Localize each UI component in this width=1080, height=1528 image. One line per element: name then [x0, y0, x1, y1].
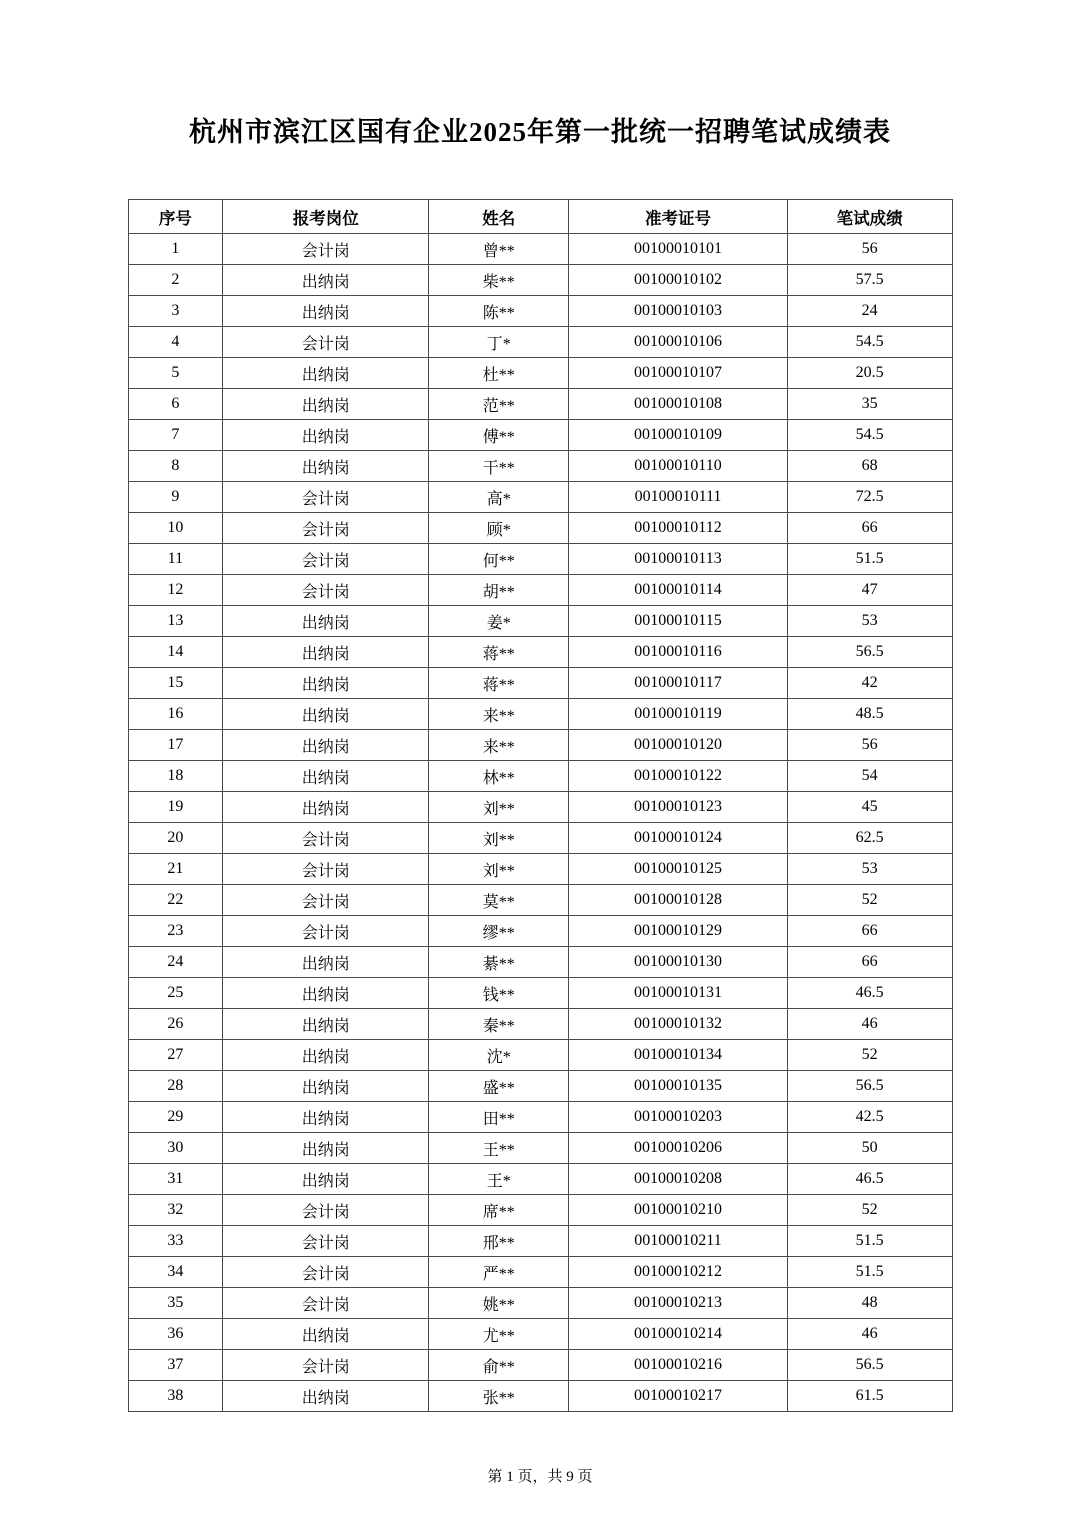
cell-score: 51.5	[787, 544, 952, 575]
cell-score: 51.5	[787, 1257, 952, 1288]
cell-name: 林**	[429, 761, 569, 792]
cell-score: 46.5	[787, 1164, 952, 1195]
cell-position: 出纳岗	[223, 296, 429, 327]
cell-index: 4	[128, 327, 223, 358]
cell-exam-id: 00100010212	[569, 1257, 787, 1288]
cell-score: 42	[787, 668, 952, 699]
cell-exam-id: 00100010134	[569, 1040, 787, 1071]
score-table-body	[128, 234, 952, 1412]
cell-position: 出纳岗	[223, 1071, 429, 1102]
cell-index: 12	[128, 575, 223, 606]
cell-name: 柴**	[429, 265, 569, 296]
cell-exam-id: 00100010208	[569, 1164, 787, 1195]
cell-name: 何**	[429, 544, 569, 575]
table-row	[128, 792, 952, 823]
cell-position: 出纳岗	[223, 358, 429, 389]
cell-position: 会计岗	[223, 482, 429, 513]
cell-score: 51.5	[787, 1226, 952, 1257]
cell-index: 14	[128, 637, 223, 668]
cell-exam-id: 00100010108	[569, 389, 787, 420]
cell-position: 会计岗	[223, 575, 429, 606]
table-row	[128, 916, 952, 947]
cell-position: 出纳岗	[223, 792, 429, 823]
table-row	[128, 420, 952, 451]
cell-score: 54.5	[787, 420, 952, 451]
table-row	[128, 1040, 952, 1071]
cell-name: 刘**	[429, 823, 569, 854]
cell-name: 邢**	[429, 1226, 569, 1257]
cell-position: 会计岗	[223, 1257, 429, 1288]
cell-position: 出纳岗	[223, 1133, 429, 1164]
cell-score: 46	[787, 1009, 952, 1040]
cell-exam-id: 00100010132	[569, 1009, 787, 1040]
cell-position: 出纳岗	[223, 420, 429, 451]
cell-name: 缪**	[429, 916, 569, 947]
cell-name: 沈*	[429, 1040, 569, 1071]
cell-exam-id: 00100010203	[569, 1102, 787, 1133]
cell-name: 姚**	[429, 1288, 569, 1319]
cell-exam-id: 00100010107	[569, 358, 787, 389]
cell-score: 62.5	[787, 823, 952, 854]
cell-name: 蒋**	[429, 668, 569, 699]
cell-index: 24	[128, 947, 223, 978]
table-row	[128, 761, 952, 792]
cell-position: 会计岗	[223, 327, 429, 358]
cell-position: 出纳岗	[223, 265, 429, 296]
table-row	[128, 296, 952, 327]
cell-exam-id: 00100010119	[569, 699, 787, 730]
cell-exam-id: 00100010211	[569, 1226, 787, 1257]
table-row	[128, 885, 952, 916]
cell-index: 36	[128, 1319, 223, 1350]
cell-name: 傅**	[429, 420, 569, 451]
cell-index: 25	[128, 978, 223, 1009]
cell-score: 48	[787, 1288, 952, 1319]
cell-position: 出纳岗	[223, 389, 429, 420]
cell-name: 范**	[429, 389, 569, 420]
cell-exam-id: 00100010124	[569, 823, 787, 854]
cell-position: 会计岗	[223, 234, 429, 265]
table-row	[128, 482, 952, 513]
cell-name: 俞**	[429, 1350, 569, 1381]
cell-index: 26	[128, 1009, 223, 1040]
cell-index: 19	[128, 792, 223, 823]
cell-name: 蒋**	[429, 637, 569, 668]
header-score: 笔试成绩	[787, 200, 952, 234]
page-footer: 第 1 页，共 9 页	[487, 1469, 593, 1485]
table-row	[128, 513, 952, 544]
cell-index: 2	[128, 265, 223, 296]
cell-name: 杜**	[429, 358, 569, 389]
cell-score: 50	[787, 1133, 952, 1164]
cell-name: 盛**	[429, 1071, 569, 1102]
cell-exam-id: 00100010102	[569, 265, 787, 296]
cell-score: 52	[787, 1040, 952, 1071]
cell-name: 綦**	[429, 947, 569, 978]
cell-name: 严**	[429, 1257, 569, 1288]
cell-exam-id: 00100010128	[569, 885, 787, 916]
cell-index: 5	[128, 358, 223, 389]
cell-index: 11	[128, 544, 223, 575]
cell-index: 10	[128, 513, 223, 544]
table-row	[128, 978, 952, 1009]
cell-index: 34	[128, 1257, 223, 1288]
cell-score: 46	[787, 1319, 952, 1350]
table-row	[128, 1102, 952, 1133]
header-exam-id: 准考证号	[569, 200, 787, 234]
table-row	[128, 947, 952, 978]
table-row	[128, 451, 952, 482]
cell-score: 42.5	[787, 1102, 952, 1133]
cell-index: 7	[128, 420, 223, 451]
cell-position: 出纳岗	[223, 451, 429, 482]
table-row	[128, 1133, 952, 1164]
cell-exam-id: 00100010125	[569, 854, 787, 885]
cell-score: 45	[787, 792, 952, 823]
cell-exam-id: 00100010116	[569, 637, 787, 668]
cell-exam-id: 00100010101	[569, 234, 787, 265]
cell-exam-id: 00100010120	[569, 730, 787, 761]
cell-position: 出纳岗	[223, 1319, 429, 1350]
cell-name: 刘**	[429, 792, 569, 823]
cell-score: 57.5	[787, 265, 952, 296]
cell-score: 66	[787, 916, 952, 947]
cell-index: 37	[128, 1350, 223, 1381]
cell-name: 丁*	[429, 327, 569, 358]
cell-score: 72.5	[787, 482, 952, 513]
cell-score: 54.5	[787, 327, 952, 358]
cell-position: 会计岗	[223, 544, 429, 575]
cell-exam-id: 00100010109	[569, 420, 787, 451]
cell-score: 53	[787, 854, 952, 885]
cell-exam-id: 00100010216	[569, 1350, 787, 1381]
cell-name: 曾**	[429, 234, 569, 265]
cell-index: 38	[128, 1381, 223, 1412]
table-row	[128, 1164, 952, 1195]
cell-index: 28	[128, 1071, 223, 1102]
cell-index: 35	[128, 1288, 223, 1319]
cell-position: 出纳岗	[223, 1102, 429, 1133]
header-index: 序号	[128, 200, 223, 234]
cell-index: 18	[128, 761, 223, 792]
cell-score: 54	[787, 761, 952, 792]
cell-position: 出纳岗	[223, 637, 429, 668]
cell-name: 干**	[429, 451, 569, 482]
table-row	[128, 1288, 952, 1319]
cell-index: 9	[128, 482, 223, 513]
cell-position: 出纳岗	[223, 1381, 429, 1412]
cell-exam-id: 00100010213	[569, 1288, 787, 1319]
header-position: 报考岗位	[223, 200, 429, 234]
cell-name: 高*	[429, 482, 569, 513]
cell-exam-id: 00100010123	[569, 792, 787, 823]
cell-name: 席**	[429, 1195, 569, 1226]
page-title: 杭州市滨江区国有企业2025年第一批统一招聘笔试成绩表	[189, 117, 891, 147]
table-row	[128, 1226, 952, 1257]
cell-score: 56.5	[787, 1071, 952, 1102]
cell-position: 会计岗	[223, 1226, 429, 1257]
table-row	[128, 234, 952, 265]
cell-exam-id: 00100010210	[569, 1195, 787, 1226]
cell-index: 17	[128, 730, 223, 761]
cell-score: 56	[787, 730, 952, 761]
table-row	[128, 1009, 952, 1040]
table-row	[128, 1319, 952, 1350]
score-table	[128, 199, 953, 1412]
cell-position: 会计岗	[223, 1195, 429, 1226]
cell-position: 出纳岗	[223, 699, 429, 730]
cell-index: 8	[128, 451, 223, 482]
cell-name: 胡**	[429, 575, 569, 606]
cell-position: 会计岗	[223, 1350, 429, 1381]
cell-exam-id: 00100010117	[569, 668, 787, 699]
cell-position: 出纳岗	[223, 761, 429, 792]
cell-position: 出纳岗	[223, 668, 429, 699]
cell-name: 陈**	[429, 296, 569, 327]
cell-index: 27	[128, 1040, 223, 1071]
cell-exam-id: 00100010103	[569, 296, 787, 327]
cell-exam-id: 00100010130	[569, 947, 787, 978]
cell-score: 66	[787, 947, 952, 978]
cell-score: 35	[787, 389, 952, 420]
table-row	[128, 699, 952, 730]
cell-name: 田**	[429, 1102, 569, 1133]
cell-name: 王**	[429, 1133, 569, 1164]
cell-name: 莫**	[429, 885, 569, 916]
cell-name: 刘**	[429, 854, 569, 885]
cell-score: 56.5	[787, 1350, 952, 1381]
cell-exam-id: 00100010122	[569, 761, 787, 792]
table-row	[128, 606, 952, 637]
header-name: 姓名	[429, 200, 569, 234]
cell-exam-id: 00100010131	[569, 978, 787, 1009]
cell-score: 52	[787, 885, 952, 916]
cell-index: 30	[128, 1133, 223, 1164]
table-row	[128, 1257, 952, 1288]
cell-position: 出纳岗	[223, 606, 429, 637]
cell-position: 出纳岗	[223, 978, 429, 1009]
cell-index: 32	[128, 1195, 223, 1226]
cell-score: 24	[787, 296, 952, 327]
cell-position: 出纳岗	[223, 947, 429, 978]
cell-score: 56	[787, 234, 952, 265]
cell-index: 13	[128, 606, 223, 637]
cell-exam-id: 00100010129	[569, 916, 787, 947]
cell-exam-id: 00100010110	[569, 451, 787, 482]
table-row	[128, 1350, 952, 1381]
cell-score: 61.5	[787, 1381, 952, 1412]
cell-name: 尤**	[429, 1319, 569, 1350]
table-row	[128, 637, 952, 668]
cell-score: 47	[787, 575, 952, 606]
cell-index: 31	[128, 1164, 223, 1195]
cell-score: 52	[787, 1195, 952, 1226]
table-row	[128, 389, 952, 420]
cell-score: 46.5	[787, 978, 952, 1009]
table-row	[128, 1195, 952, 1226]
table-row	[128, 854, 952, 885]
table-row	[128, 327, 952, 358]
cell-name: 来**	[429, 730, 569, 761]
cell-score: 53	[787, 606, 952, 637]
cell-index: 23	[128, 916, 223, 947]
cell-score: 56.5	[787, 637, 952, 668]
cell-score: 66	[787, 513, 952, 544]
cell-name: 钱**	[429, 978, 569, 1009]
cell-score: 48.5	[787, 699, 952, 730]
cell-index: 21	[128, 854, 223, 885]
header-row	[128, 200, 952, 234]
table-row	[128, 1071, 952, 1102]
score-table-header	[128, 200, 952, 234]
cell-index: 3	[128, 296, 223, 327]
cell-name: 张**	[429, 1381, 569, 1412]
table-row	[128, 544, 952, 575]
cell-exam-id: 00100010114	[569, 575, 787, 606]
cell-index: 15	[128, 668, 223, 699]
cell-exam-id: 00100010115	[569, 606, 787, 637]
cell-position: 会计岗	[223, 823, 429, 854]
cell-position: 会计岗	[223, 1288, 429, 1319]
table-row	[128, 358, 952, 389]
cell-position: 会计岗	[223, 513, 429, 544]
table-row	[128, 823, 952, 854]
cell-position: 出纳岗	[223, 1040, 429, 1071]
cell-exam-id: 00100010217	[569, 1381, 787, 1412]
cell-exam-id: 00100010113	[569, 544, 787, 575]
cell-name: 秦**	[429, 1009, 569, 1040]
cell-index: 29	[128, 1102, 223, 1133]
cell-exam-id: 00100010206	[569, 1133, 787, 1164]
table-row	[128, 1381, 952, 1412]
cell-exam-id: 00100010214	[569, 1319, 787, 1350]
table-row	[128, 668, 952, 699]
table-row	[128, 265, 952, 296]
cell-position: 出纳岗	[223, 730, 429, 761]
table-row	[128, 730, 952, 761]
cell-name: 来**	[429, 699, 569, 730]
cell-exam-id: 00100010112	[569, 513, 787, 544]
cell-index: 33	[128, 1226, 223, 1257]
cell-score: 20.5	[787, 358, 952, 389]
cell-position: 出纳岗	[223, 1164, 429, 1195]
cell-score: 68	[787, 451, 952, 482]
cell-index: 20	[128, 823, 223, 854]
cell-index: 1	[128, 234, 223, 265]
table-row	[128, 575, 952, 606]
cell-exam-id: 00100010111	[569, 482, 787, 513]
cell-position: 会计岗	[223, 916, 429, 947]
cell-position: 出纳岗	[223, 1009, 429, 1040]
cell-index: 22	[128, 885, 223, 916]
cell-position: 会计岗	[223, 885, 429, 916]
cell-exam-id: 00100010135	[569, 1071, 787, 1102]
cell-name: 姜*	[429, 606, 569, 637]
cell-position: 会计岗	[223, 854, 429, 885]
cell-name: 顾*	[429, 513, 569, 544]
cell-index: 16	[128, 699, 223, 730]
cell-index: 6	[128, 389, 223, 420]
cell-name: 王*	[429, 1164, 569, 1195]
cell-exam-id: 00100010106	[569, 327, 787, 358]
